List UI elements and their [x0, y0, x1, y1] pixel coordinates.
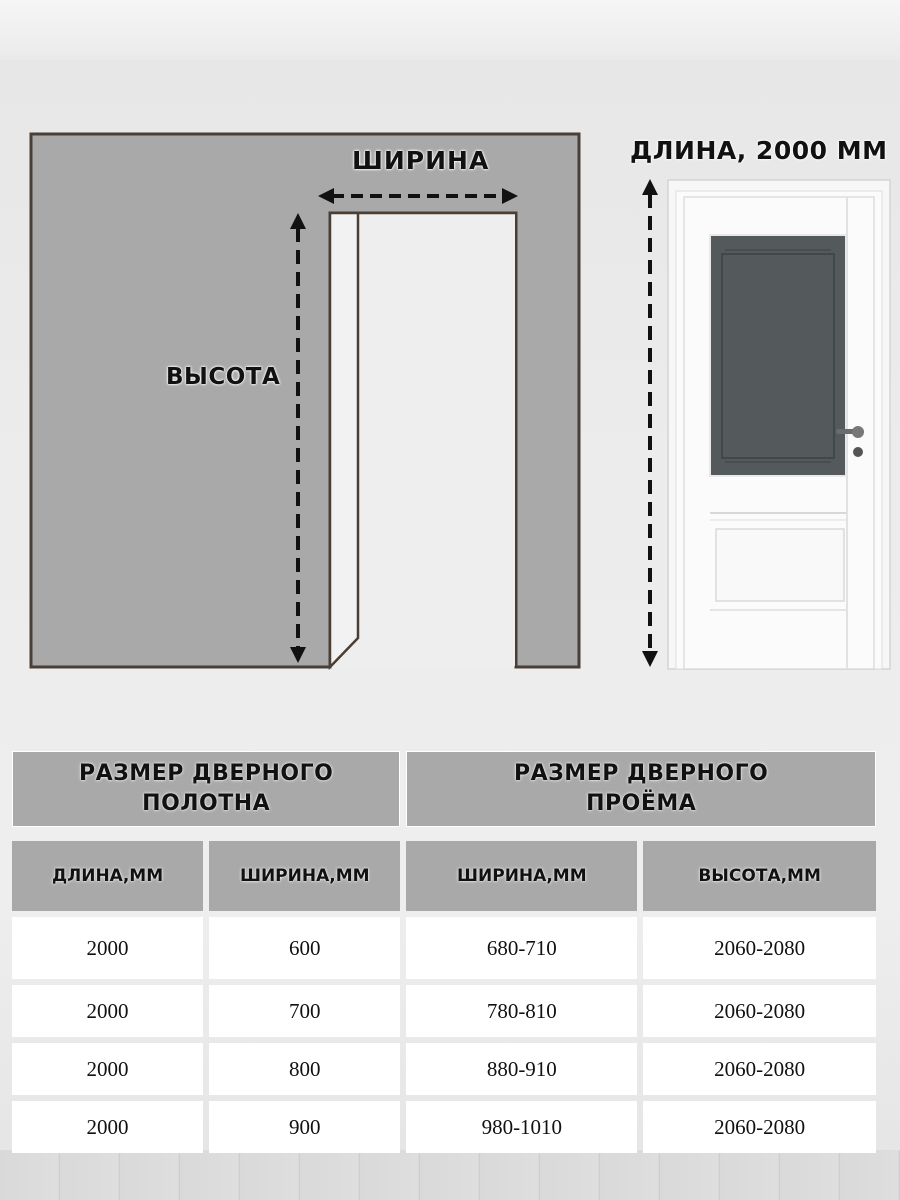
column-header-opening-height: ВЫСОТА,ММ: [643, 841, 876, 911]
cell-length: 2000: [12, 1101, 203, 1153]
length-label: ДЛИНА, 2000 ММ: [630, 136, 888, 165]
header-gap: [12, 833, 876, 835]
cell-opening-height: 2060-2080: [643, 917, 876, 979]
column-header-row: [12, 841, 876, 911]
group-header-door-opening-text: РАЗМЕР ДВЕРНОГО ПРОЁМА: [514, 761, 769, 816]
group-header-door-leaf: [12, 751, 400, 827]
cell-opening-width: 680-710: [406, 917, 637, 979]
cell-opening-width: 880-910: [406, 1043, 637, 1095]
opening-reveal: [330, 213, 358, 667]
cell-length: 2000: [12, 917, 203, 979]
cell-opening-width: 780-810: [406, 985, 637, 1037]
width-label: ШИРИНА: [352, 146, 490, 175]
column-header-length: ДЛИНА,ММ: [12, 841, 203, 911]
group-header-door-opening: [406, 751, 876, 827]
column-header-opening-width: ШИРИНА,ММ: [406, 841, 637, 911]
cell-opening-height: 2060-2080: [643, 1101, 876, 1153]
group-header-row: [12, 751, 876, 827]
cell-leaf-width: 600: [209, 917, 400, 979]
table-row: [12, 917, 876, 979]
length-arrow: [642, 179, 658, 667]
table-row: [12, 1043, 876, 1095]
cell-length: 2000: [12, 1043, 203, 1095]
group-header-door-leaf-text: РАЗМЕР ДВЕРНОГО ПОЛОТНА: [79, 761, 334, 816]
table-row: [12, 985, 876, 1037]
cell-opening-width: 980-1010: [406, 1101, 637, 1153]
door-illustration: [668, 180, 890, 669]
cell-leaf-width: 900: [209, 1101, 400, 1153]
cell-opening-height: 2060-2080: [643, 1043, 876, 1095]
cell-length: 2000: [12, 985, 203, 1037]
cell-opening-height: 2060-2080: [643, 985, 876, 1037]
cell-leaf-width: 700: [209, 985, 400, 1037]
height-label: ВЫСОТА: [166, 364, 281, 390]
column-header-leaf-width: ШИРИНА,ММ: [209, 841, 400, 911]
door-size-table: [6, 745, 882, 1159]
table-row: [12, 1101, 876, 1153]
cell-leaf-width: 800: [209, 1043, 400, 1095]
